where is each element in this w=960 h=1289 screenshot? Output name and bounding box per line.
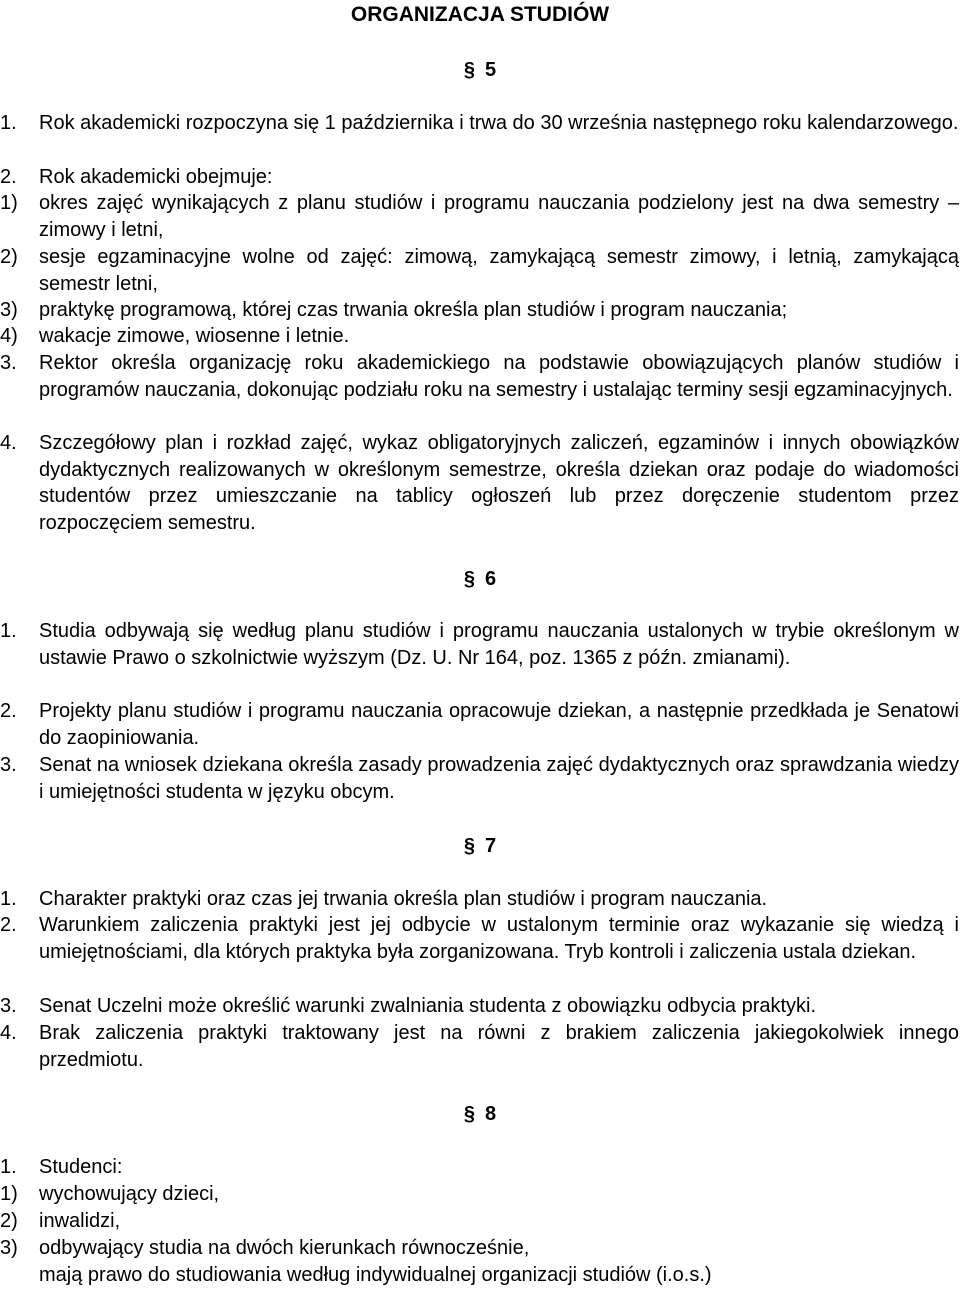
item-label: 1): [0, 192, 18, 214]
item-text: Rektor określa organizację roku akademickiego na podstawie obowiązujących planów studiów i programów nauczania, dokonując podziału roku na semestry i ustalając terminy sesji egzaminacyjnych.: [39, 352, 959, 401]
item-label: 2): [0, 1210, 18, 1232]
item-text: Studia odbywają się według planu studiów i programu nauczania ustalonych w trybie określonym w ustawie Prawo o szkolnictwie wyższym (Dz. U. Nr 164, poz. 1365 z późn. zmianami).: [39, 620, 959, 669]
item-label: 1.: [0, 620, 17, 642]
list-item: [0, 323, 959, 350]
section-heading-7: [0, 834, 960, 858]
item-text: Senat Uczelni może określić warunki zwalniania studenta z obowiązku odbycia praktyki.: [39, 995, 817, 1017]
item-text: wychowujący dzieci,: [39, 1183, 220, 1205]
item-text: inwalidzi,: [39, 1210, 121, 1232]
section-heading-6: [0, 567, 960, 591]
section-number: 7: [485, 835, 497, 857]
item-text: Szczegółowy plan i rozkład zajęć, wykaz obligatoryjnych zaliczeń, egzaminów i innych obowiązków dydaktycznych realizowanych w określonym semestrze, określa dziekan oraz podaje do wiadomości studentów przez umieszczanie na tablicy ogłoszeń lub przez doręczenie studentom przez rozpoczęciem semestru.: [39, 432, 959, 535]
document-title: ORGANIZACJA STUDIÓW: [350, 3, 610, 26]
item-text: Brak zaliczenia praktyki traktowany jest na równi z brakiem zaliczenia jakiegokolwiek innego przedmiotu.: [39, 1022, 959, 1071]
paragraph-item: [0, 1020, 959, 1073]
item-label: 4.: [0, 432, 17, 454]
item-label: 3.: [0, 352, 17, 374]
paragraph-item: [0, 430, 959, 537]
section-number: 6: [485, 568, 497, 590]
section-symbol: §: [463, 59, 475, 81]
paragraph-item: [0, 993, 959, 1020]
item-text: praktykę programową, której czas trwania określa plan studiów i program nauczania;: [39, 299, 788, 321]
section-heading-8: [0, 1102, 960, 1126]
section-number: 8: [485, 1103, 497, 1125]
item-text: Rok akademicki obejmuje:: [39, 166, 273, 188]
item-label: 1.: [0, 888, 17, 910]
item-text: odbywający studia na dwóch kierunkach równocześnie,: [39, 1237, 530, 1259]
item-text: Projekty planu studiów i programu nauczania opracowuje dziekan, a następnie przedkłada je Senatowi do zaopiniowania.: [39, 700, 959, 749]
list-item: [0, 244, 959, 297]
section-symbol: §: [463, 568, 475, 590]
item-label: 1): [0, 1183, 18, 1205]
item-label: 4.: [0, 1022, 17, 1044]
item-label: 4): [0, 325, 18, 347]
item-label: 2.: [0, 700, 17, 722]
list-item: [0, 1181, 959, 1208]
item-text: okres zajęć wynikających z planu studiów i programu nauczania podzielony jest na dwa semestry – zimowy i letni,: [39, 192, 959, 241]
item-text: Warunkiem zaliczenia praktyki jest jej odbycie w ustalonym terminie oraz wykazanie się wiedzą i umiejętnościami, dla których praktyka była zorganizowana. Tryb kontroli i zaliczenia ustala dziekan.: [39, 914, 959, 963]
item-text: Studenci:: [39, 1156, 123, 1178]
closing-sentence: mają prawo do studiowania według indywidualnej organizacji studiów (i.o.s.): [39, 1264, 712, 1286]
paragraph-item: [0, 1154, 959, 1181]
item-text: Rok akademicki rozpoczyna się 1 października i trwa do 30 września następnego roku kalendarzowego.: [39, 112, 959, 134]
paragraph-item: [0, 752, 959, 805]
list-item: [0, 190, 959, 243]
list-item: [0, 1235, 959, 1262]
paragraph-item: [0, 698, 959, 751]
section-symbol: §: [463, 1103, 475, 1125]
paragraph-item: [0, 886, 959, 913]
item-label: 2): [0, 246, 18, 268]
paragraph-item: [0, 164, 959, 191]
item-label: 2.: [0, 166, 17, 188]
item-text: Charakter praktyki oraz czas jej trwania określa plan studiów i program nauczania.: [39, 888, 768, 910]
item-label: 3): [0, 299, 18, 321]
paragraph-item: [0, 912, 959, 965]
item-label: 3): [0, 1237, 18, 1259]
list-item: [0, 297, 959, 324]
paragraph-item: [0, 618, 959, 671]
item-text: wakacje zimowe, wiosenne i letnie.: [39, 325, 350, 347]
section-symbol: §: [463, 835, 475, 857]
section-number: 5: [485, 59, 497, 81]
item-label: 3.: [0, 995, 17, 1017]
item-label: 1.: [0, 1156, 17, 1178]
item-label: 3.: [0, 754, 17, 776]
item-text: Senat na wniosek dziekana określa zasady prowadzenia zajęć dydaktycznych oraz sprawdzania wiedzy i umiejętności studenta w języku obcym.: [39, 754, 959, 803]
item-label: 2.: [0, 914, 17, 936]
item-label: 1.: [0, 112, 17, 134]
section-heading-5: [0, 58, 960, 82]
item-text: sesje egzaminacyjne wolne od zajęć: zimową, zamykającą semestr zimowy, i letnią, zamykającą semestr letni,: [39, 246, 959, 295]
list-item: [0, 1208, 959, 1235]
paragraph-item: [0, 110, 959, 137]
paragraph-item: [0, 350, 959, 403]
